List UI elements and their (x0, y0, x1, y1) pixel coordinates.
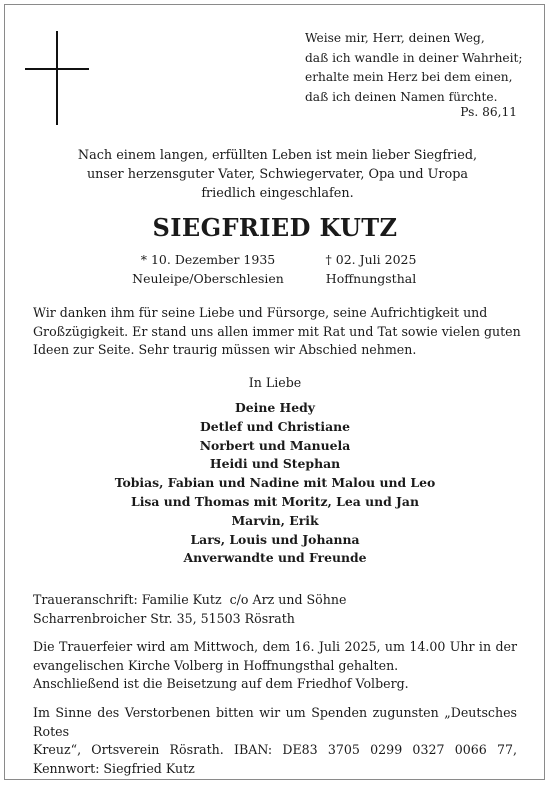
bible-verse (305, 29, 523, 107)
family-member: Lars, Louis und Johanna (190, 531, 360, 547)
family-member: Detlef und Christiane (199, 418, 350, 434)
service-line: Die Trauerfeier wird am Mittwoch, dem 16. Juli 2025, um 14.00 Uhr in der (33, 639, 517, 654)
service-line: Anschließend ist die Beisetzung auf dem Friedhof Volberg. (33, 676, 409, 692)
thanks-line: Wir danken ihm für seine Liebe und Fürsorge, seine Aufrichtigkeit und (33, 305, 488, 320)
thanks-line: Großzügigkeit. Er stand uns allen immer mit Rat und Tat sowie vielen guten (33, 323, 521, 339)
thanks-line: Ideen zur Seite. Sehr traurig müssen wir Abschied nehmen. (33, 342, 417, 358)
donation-line: Im Sinne des Verstorbenen bitten wir um Spenden zugunsten „Deutsches Rotes (33, 705, 517, 739)
family-member: Heidi und Stephan (209, 456, 341, 472)
family-member: Tobias, Fabian und Nadine mit Malou und Leo (114, 475, 436, 491)
in-liebe-label: In Liebe (248, 375, 302, 390)
family-member: Anverwandte und Freunde (183, 550, 367, 566)
intro-line: Nach einem langen, erfüllten Leben ist mein lieber Siegfried, (77, 148, 478, 163)
family-member: Marvin, Erik (231, 512, 319, 528)
intro-line: unser herzensguter Vater, Schwiegervater, Opa und Uropa (86, 166, 469, 182)
cross-icon (25, 31, 89, 125)
donation-info (33, 704, 517, 779)
service-line: evangelischen Kirche Volberg in Hoffnungsthal gehalten. (33, 657, 399, 673)
birth-place: Neuleipe/Oberschlesien (132, 271, 284, 286)
family-list (0, 399, 550, 568)
address-line: Scharrenbroicher Str. 35, 51503 Rösrath (33, 610, 295, 626)
death-info (306, 250, 436, 288)
family-member: Norbert und Manuela (199, 437, 351, 453)
verse-reference: Ps. 86,11 (460, 105, 517, 119)
verse-line: daß ich deinen Namen fürchte. (305, 89, 498, 104)
verse-line: erhalte mein Herz bei dem einen, (305, 70, 513, 84)
donation-line: Kennwort: Siegfried Kutz (33, 761, 195, 777)
verse-line: Weise mir, Herr, deinen Weg, (305, 31, 485, 45)
family-member: Lisa und Thomas mit Moritz, Lea und Jan (131, 493, 419, 509)
funeral-service-info (33, 638, 517, 694)
family-member: Deine Hedy (235, 400, 315, 415)
birth-date: * 10. Dezember 1935 (140, 252, 276, 267)
death-date: † 02. Juli 2025 (325, 252, 417, 267)
death-place: Hoffnungsthal (325, 271, 417, 286)
intro-text (40, 147, 515, 203)
address-line: Traueranschrift: Familie Kutz c/o Arz und Söhne (33, 592, 347, 607)
intro-line: friedlich eingeschlafen. (201, 185, 354, 201)
thanks-paragraph (33, 304, 521, 360)
birth-info (128, 250, 288, 288)
donation-line: Kreuz“, Ortsverein Rösrath. IBAN: DE83 3705 0299 0327 0066 77, (33, 742, 517, 758)
mourning-address (33, 591, 517, 628)
verse-line: daß ich wandle in deiner Wahrheit; (305, 50, 523, 65)
deceased-name: SIEGFRIED KUTZ (152, 213, 398, 242)
